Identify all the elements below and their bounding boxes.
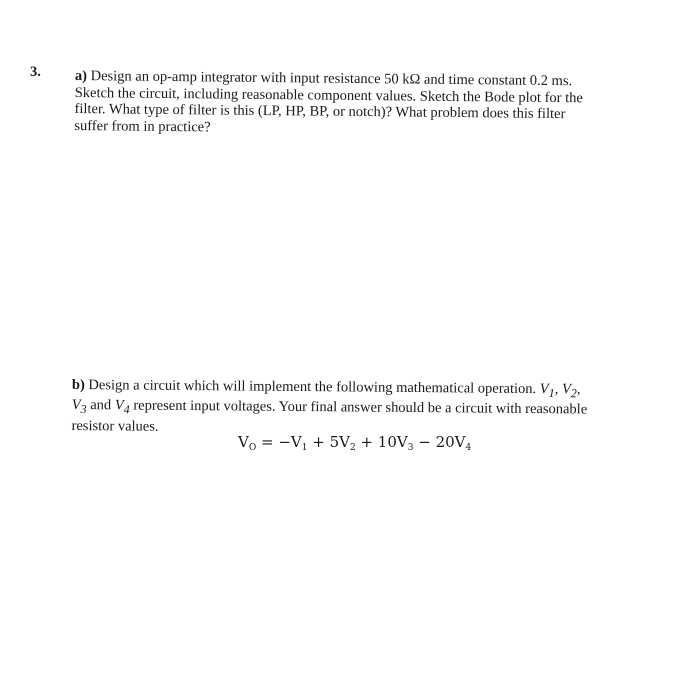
part-b-line-1: b) Design a circuit which will implement the following mathematical operation. $V_1$, $V_2$, [71, 377, 581, 401]
part-b [72, 377, 632, 439]
part-a-line-4: suffer from in practice? [74, 117, 211, 135]
part-b-line-3: resistor values. [71, 417, 159, 435]
question-number: 3. [30, 64, 41, 80]
part-a-label: a) [74, 68, 88, 85]
part-a-text-1: Design an op-amp integrator with input resistance 50 kΩ and time constant 0.2 ms. [90, 68, 573, 90]
var-v1: $V_1$ [539, 381, 555, 401]
part-a-line-3: filter. What type of filter is this (LP, HP, BP, or notch)? What problem does this filter [74, 100, 566, 123]
part-b-label: b) [71, 377, 85, 394]
equation: $V_O = -V_1 + 5V_2 + 10V_3 - 20V_4$ [238, 433, 472, 453]
var-v4: $V_4$ [114, 397, 130, 417]
part-b-line-2: $V_3$ and $V_4$ represent input voltages. Your final answer should be a circuit with reasonable [71, 397, 588, 418]
part-b-text-1: Design a circuit which will implement the following mathematical operation. [88, 377, 537, 398]
part-b-text-2: represent input voltages. Your final answer should be a circuit with reasonable [129, 397, 588, 418]
part-a-line-2: Sketch the circuit, including reasonable component values. Sketch the Bode plot for the [74, 84, 583, 106]
part-a [74, 68, 635, 140]
var-v2: $V_2$ [561, 381, 577, 401]
var-v3: $V_3$ [71, 397, 87, 417]
